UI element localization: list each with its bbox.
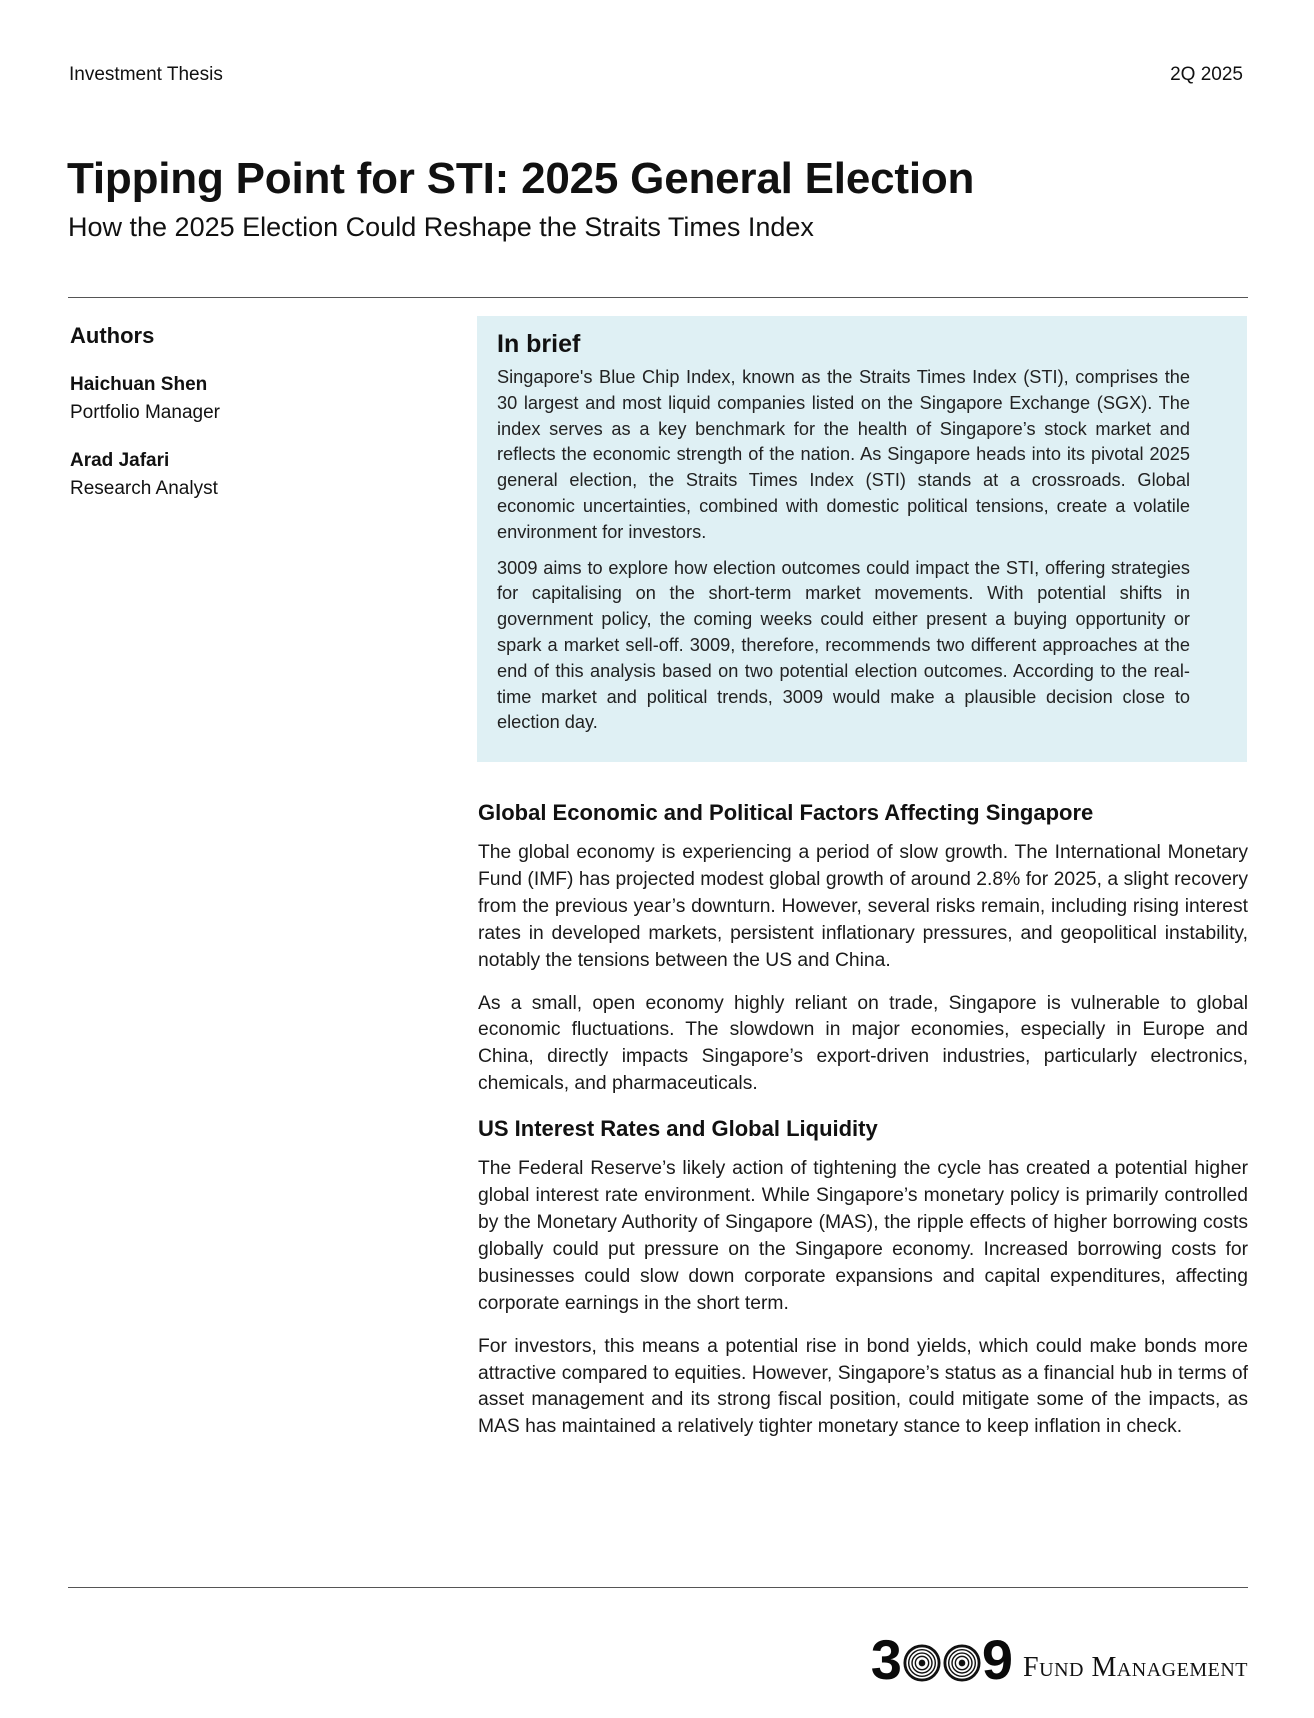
doc-type-label: Investment Thesis bbox=[69, 64, 223, 85]
authors-heading: Authors bbox=[70, 323, 155, 348]
in-brief-heading: In brief bbox=[497, 330, 581, 358]
author-role: Research Analyst bbox=[70, 478, 218, 499]
main-content bbox=[478, 800, 1248, 1457]
period-label: 2Q 2025 bbox=[1170, 64, 1243, 85]
page-title: Tipping Point for STI: 2025 General Election bbox=[67, 154, 975, 203]
spiral-circle-icon bbox=[903, 1644, 941, 1682]
authors-panel bbox=[70, 323, 430, 523]
logo-digit: 3 bbox=[870, 1628, 902, 1691]
in-brief-box bbox=[477, 316, 1247, 762]
author-name: Arad Jafari bbox=[70, 450, 170, 471]
bottom-divider bbox=[68, 1587, 1248, 1588]
page-subtitle: How the 2025 Election Could Reshape the Straits Times Index bbox=[68, 212, 814, 242]
author-entry bbox=[70, 371, 430, 427]
in-brief-paragraph: Singapore's Blue Chip Index, known as the Straits Times Index (STI), comprises the 30 largest and most liquid companies listed on the Singapore Exchange (SGX). The index serves as a key benchmark for the health of Singapore’s stock market and reflects the economic strength of the nation. As Singapore heads into its pivotal 2025 general election, the Straits Times Index (STI) stands at a crossroads. Global economic uncertainties, combined with domestic political tensions, create a volatile environment for investors. bbox=[497, 367, 1190, 542]
author-role: Portfolio Manager bbox=[70, 402, 220, 423]
logo-wordmark: Fund Management bbox=[1023, 1652, 1248, 1683]
logo-mark bbox=[870, 1628, 1014, 1691]
body-paragraph: For investors, this means a potential rise in bond yields, which could make bonds more attractive compared to equities. However, Singapore’s status as a financial hub in terms of asset management and its strong fiscal position, could mitigate some of the impacts, as MAS has maintained a relatively tighter monetary stance to keep inflation in check. bbox=[478, 1335, 1248, 1438]
logo-digit: 9 bbox=[981, 1628, 1014, 1691]
body-paragraph: The global economy is experiencing a period of slow growth. The International Monetary Fund (IMF) has projected modest global growth of around 2.8% for 2025, a slight recovery from the previous year’s downturn. However, several risks remain, including rising interest rates in developed markets, persistent inflationary pressures, and geopolitical instability, notably the tensions between the US and China. bbox=[478, 842, 1248, 971]
section-heading: Global Economic and Political Factors Affecting Singapore bbox=[478, 800, 1094, 825]
author-name: Haichuan Shen bbox=[70, 374, 208, 395]
section-heading: US Interest Rates and Global Liquidity bbox=[478, 1116, 878, 1142]
body-paragraph: The Federal Reserve’s likely action of tightening the cycle has created a potential higher global interest rate environment. While Singapore’s monetary policy is primarily controlled by the Monetary Authority of Singapore (MAS), the ripple effects of higher borrowing costs globally could put pressure on the Singapore economy. Increased borrowing costs for businesses could slow down corporate expansions and capital expenditures, affecting corporate earnings in the short term. bbox=[478, 1158, 1248, 1314]
in-brief-paragraph: 3009 aims to explore how election outcomes could impact the STI, offering strategies for capitalising on the short-term market movements. With potential shifts in government policy, the coming weeks could either present a buying opportunity or spark a market sell-off. 3009, therefore, recommends two different approaches at the end of this analysis based on two potential election outcomes. According to the real-time market and political trends, 3009 would make a plausible decision close to election day. bbox=[497, 557, 1190, 733]
body-paragraph: As a small, open economy highly reliant on trade, Singapore is vulnerable to global economic fluctuations. The slowdown in major economies, especially in Europe and China, directly impacts Singapore’s export-driven industries, particularly electronics, chemicals, and pharmaceuticals. bbox=[478, 992, 1248, 1095]
author-entry bbox=[70, 447, 430, 503]
spiral-circle-icon bbox=[943, 1644, 981, 1682]
company-logo bbox=[870, 1628, 1248, 1691]
top-divider bbox=[68, 297, 1248, 298]
